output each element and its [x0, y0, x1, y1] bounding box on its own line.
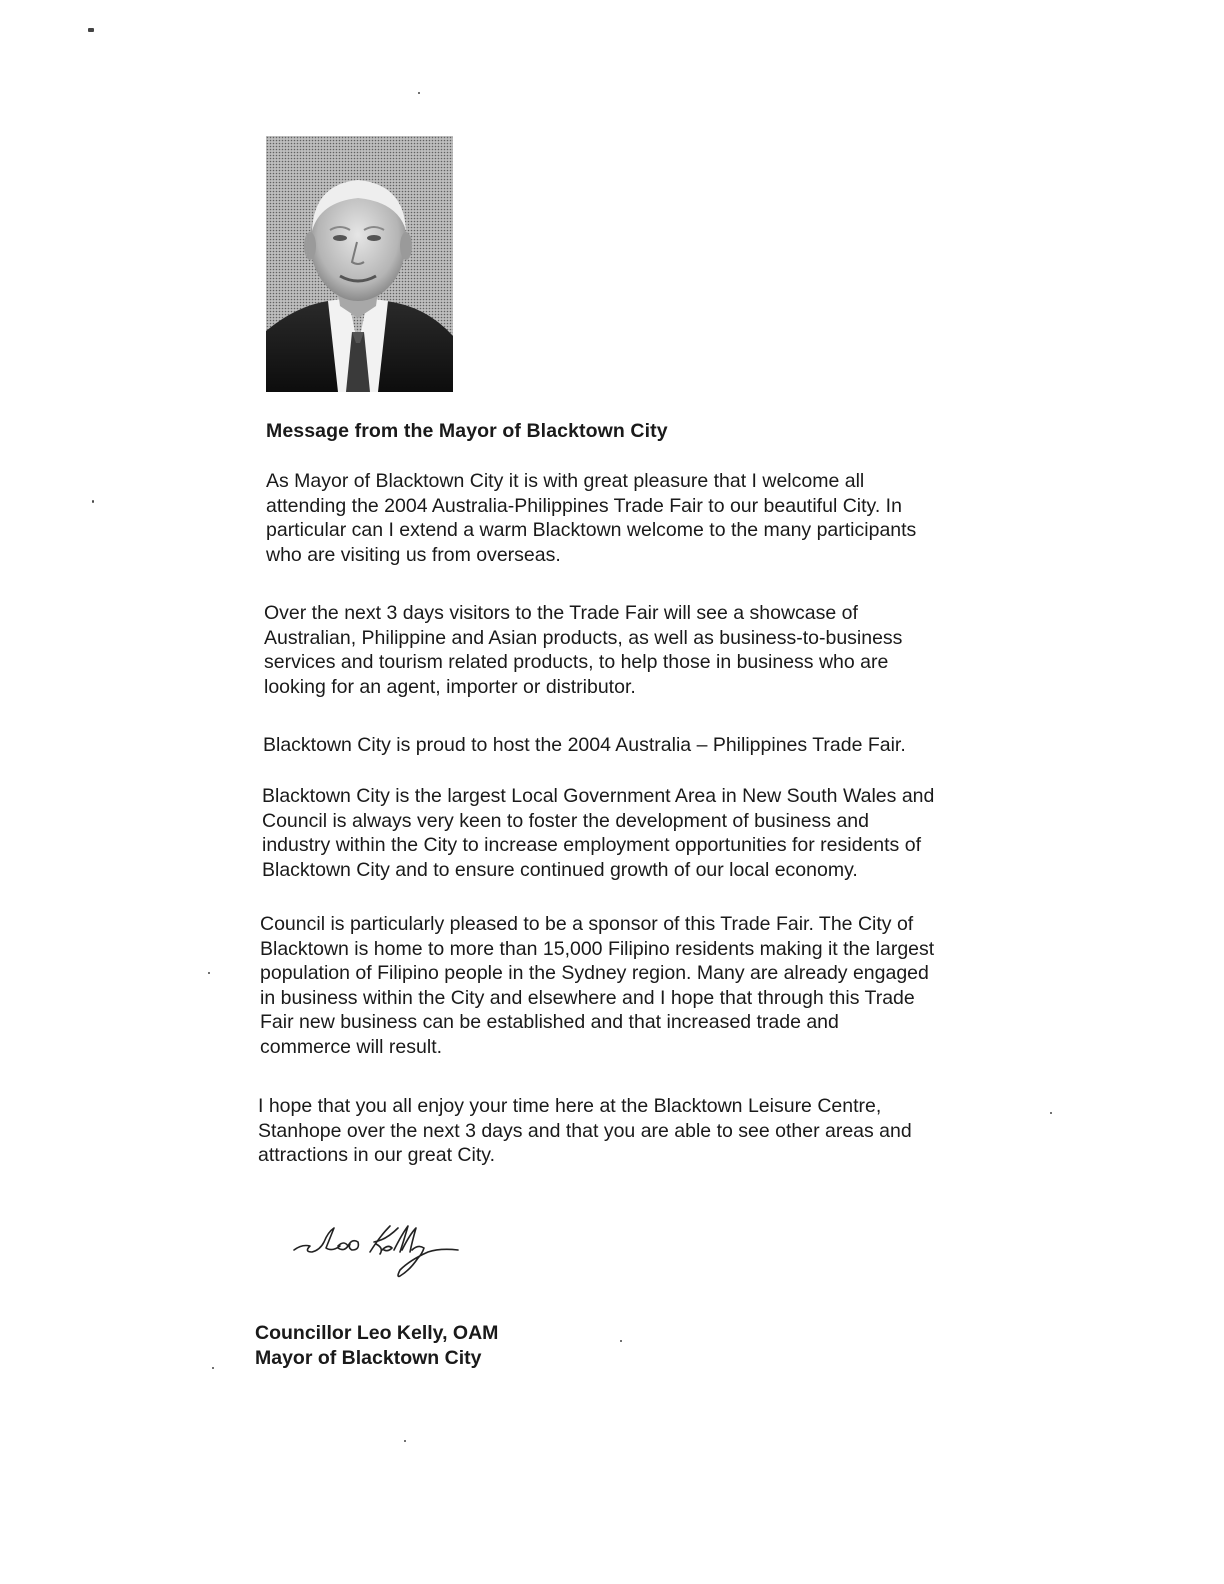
signatory-title: Mayor of Blacktown City: [255, 1347, 482, 1369]
letter-paragraph: [266, 469, 916, 567]
paragraph-line: services and tourism related products, to help those in business who are: [264, 651, 889, 673]
paragraph-line: Council is always very keen to foster the development of business and: [262, 809, 869, 832]
paragraph-line: Stanhope over the next 3 days and that you are able to see other areas and: [258, 1119, 912, 1142]
scan-speck: [418, 92, 420, 94]
paragraph-line: Blacktown City is the largest Local Government Area in New South Wales and: [262, 785, 935, 807]
letter-paragraph: [260, 912, 934, 1059]
paragraph-line: As Mayor of Blacktown City it is with great pleasure that I welcome all: [266, 470, 865, 492]
paragraph-line: in business within the City and elsewhere and I hope that through this Trade: [260, 986, 915, 1009]
paragraph-line: Blacktown City and to ensure continued growth of our local economy.: [262, 858, 858, 881]
paragraph-line: Blacktown is home to more than 15,000 Filipino residents making it the largest: [260, 937, 935, 960]
letter-paragraph: [263, 733, 906, 758]
mayor-portrait-photo: [266, 136, 453, 392]
paragraph-line: industry within the City to increase employment opportunities for residents of: [262, 834, 921, 856]
scan-speck: [88, 28, 94, 32]
letter-paragraph: [262, 784, 934, 882]
paragraph-line: Australian, Philippine and Asian products, as well as business-to-business: [264, 626, 903, 649]
paragraph-line: commerce will result.: [260, 1035, 443, 1058]
paragraph-line: particular can I extend a warm Blacktown welcome to the many participants: [266, 519, 917, 541]
paragraph-line: I hope that you all enjoy your time here at the Blacktown Leisure Centre,: [258, 1095, 882, 1117]
handwritten-signature: [290, 1222, 460, 1282]
paragraph-line: looking for an agent, importer or distributor.: [264, 675, 636, 698]
letter-heading: Message from the Mayor of Blacktown City: [266, 420, 668, 442]
scan-speck: [92, 500, 94, 503]
paragraph-line: Fair new business can be established and that increased trade and: [260, 1011, 839, 1033]
scan-speck: [1050, 1112, 1052, 1114]
scan-speck: [208, 972, 210, 974]
paragraph-line: attending the 2004 Australia-Philippines Trade Fair to our beautiful City. In: [266, 494, 902, 517]
paragraph-line: Over the next 3 days visitors to the Trade Fair will see a showcase of: [264, 602, 858, 624]
paragraph-line: population of Filipino people in the Sydney region. Many are already engaged: [260, 962, 929, 984]
paragraph-line: Blacktown City is proud to host the 2004 Australia – Philippines Trade Fair.: [263, 734, 906, 756]
scan-speck: [620, 1340, 622, 1342]
paragraph-line: who are visiting us from overseas.: [266, 543, 561, 566]
scan-speck: [212, 1367, 214, 1369]
letter-paragraph: [258, 1094, 912, 1168]
signatory-name: Councillor Leo Kelly, OAM: [255, 1322, 499, 1344]
scan-speck: [404, 1440, 406, 1442]
signature-block: [255, 1321, 498, 1371]
letter-paragraph: [264, 601, 902, 699]
paragraph-line: Council is particularly pleased to be a sponsor of this Trade Fair. The City of: [260, 913, 914, 935]
paragraph-line: attractions in our great City.: [258, 1144, 495, 1166]
